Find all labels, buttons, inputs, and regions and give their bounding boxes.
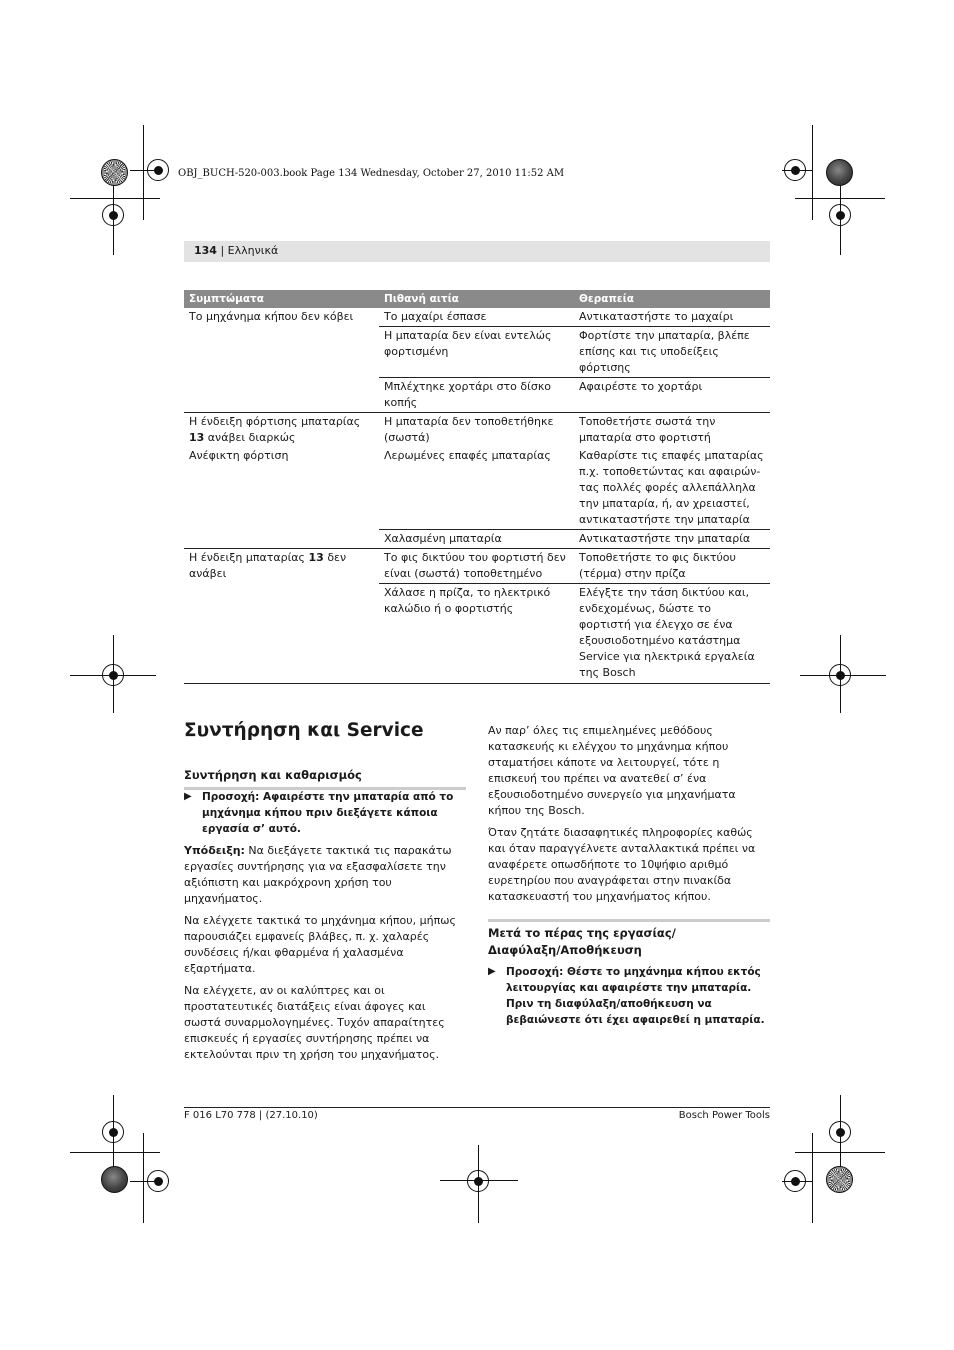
note-paragraph [184, 843, 466, 907]
symptom-cell [184, 413, 379, 448]
note-label: Υπόδειξη: [184, 844, 245, 857]
table-row [184, 413, 770, 448]
cause-cell: Μπλέχτηκε χορτάρι στο δίσκο κοπής [379, 378, 574, 413]
table-row [184, 378, 770, 413]
print-info: OBJ_BUCH-520-003.book Page 134 Wednesday, October 27, 2010 11:52 AM [178, 168, 565, 179]
registration-dot-icon [101, 1166, 128, 1193]
symptom-cell: Ανέφικτη φόρτιση [189, 449, 289, 462]
footer-brand: Bosch Power Tools [678, 1110, 770, 1121]
warning-note [488, 964, 770, 1028]
symptom-cell [184, 327, 379, 378]
table-row [184, 327, 770, 378]
storage-subheading-line: Μετά το πέρας της εργασίας/ [488, 926, 676, 940]
cause-cell: Το φις δικτύου του φορτιστή δεν είναι (σωστά) τοποθετημένο [379, 549, 574, 584]
remedy-cell: Καθαρίστε τις επαφές μπαταρίας π.χ. τοποθετώντας και αφαιρών-τας πολλές φορές αλλεπάλληλα την μπαταρία, ή, αν χρειαστεί, αντικαταστήστε την μπαταρία [579, 449, 764, 526]
arrow-bullet-icon: ▶ [488, 966, 496, 977]
column-header-cause: Πιθανή αιτία [379, 290, 574, 308]
section-title: Συντήρηση και Service [184, 720, 424, 741]
symptom-cell [184, 549, 379, 584]
left-column-text [184, 789, 466, 1069]
symptom-cell [184, 584, 379, 684]
symptom-text: ανάβει διαρκώς [204, 431, 296, 444]
symptom-cell: Το μηχάνημα κήπου δεν κόβει [189, 310, 354, 323]
table-row [184, 584, 770, 684]
right-column-text [488, 723, 770, 911]
paragraph: Να ελέγχετε τακτικά το μηχάνημα κήπου, μήπως παρουσιάζει εμφανείς βλάβες, π. χ. χαλαρές συνδέσεις ή/και φθαρμένα ή χαλασμένα εξαρτήματα. [184, 914, 456, 975]
footer-rule [184, 1107, 770, 1108]
cause-cell: Το μαχαίρι έσπασε [384, 310, 487, 323]
remedy-cell: Φορτίστε την μπαταρία, βλέπε επίσης και τις υποδείξεις φόρτισης [574, 327, 770, 378]
storage-warning-block [488, 964, 770, 1028]
cause-cell: Λερωμένες επαφές μπαταρίας [384, 449, 551, 462]
registration-crosshair-icon [102, 1121, 124, 1143]
troubleshooting-table [184, 290, 770, 684]
table-row [184, 530, 770, 549]
paragraph: Όταν ζητάτε διασαφητικές πληροφορίες καθώς και όταν παραγγέλνετε ανταλλακτικά πρέπει να αναφέρετε οπωσδήποτε το 10ψήφιο αριθμό ευρετηρίου που αναγράφεται στην πινακίδα κατασκευαστή του μηχανήματος κήπου. [488, 826, 756, 903]
remedy-cell: Τοποθετήστε σωστά την μπαταρία στο φορτιστή [574, 413, 770, 448]
warning-text: Προσοχή: Θέστε το μηχάνημα κήπου εκτός λειτουργίας και αφαιρέστε την μπαταρία. Πριν τη διαφύλαξη/αποθήκευση να βεβαιώνεστε ότι έχει αφαιρεθεί η μπαταρία. [506, 966, 765, 1026]
column-header-remedy: Θεραπεία [574, 290, 770, 308]
cause-cell: Χαλασμένη μπαταρία [379, 530, 574, 549]
remedy-cell: Αφαιρέστε το χορτάρι [574, 378, 770, 413]
warning-text: Προσοχή: Αφαιρέστε την μπαταρία από το μηχάνημα κήπου πριν διεξάγετε κάποια εργασία σ’ αυτό. [202, 791, 454, 835]
footer-doc-number: F 016 L70 778 | (27.10.10) [184, 1110, 318, 1121]
indicator-number: 13 [308, 551, 324, 564]
registration-crosshair-icon [784, 1170, 806, 1192]
symptom-text: Η ένδειξη φόρτισης μπαταρίας [189, 415, 361, 428]
cause-cell: Η μπαταρία δεν είναι εντελώς φορτισμένη [379, 327, 574, 378]
registration-sunburst-icon [826, 1166, 853, 1193]
table-row [184, 308, 770, 327]
registration-crosshair-icon [467, 1170, 489, 1192]
table-header-row [184, 290, 770, 308]
symptom-cell [184, 378, 379, 413]
remedy-cell: Ελέγξτε την τάση δικτύου και, ενδεχομένως, δώστε το φορτιστή για έλεγχο σε ένα εξουσιοδοτημένο κατάστημα Service για ηλεκτρικά εργαλεία της Bosch [574, 584, 770, 684]
cause-cell: Η μπαταρία δεν τοποθετήθηκε (σωστά) [379, 413, 574, 448]
remedy-cell: Τοποθετήστε το φις δικτύου (τέρμα) στην πρίζα [574, 549, 770, 584]
paragraph: Αν παρ’ όλες τις επιμελημένες μεθόδους κατασκευής κι ελέγχου το μηχάνημα κήπου σταματήσει κάποτε να λειτουργεί, τότε η επισκευή του πρέπει να ανατεθεί σ’ ένα εξουσιοδοτημένο συνεργείο για μηχανήματα κήπου της Bosch. [488, 724, 736, 817]
registration-sunburst-icon [101, 159, 128, 186]
symptom-text: Η ένδειξη μπαταρίας [189, 551, 309, 564]
registration-crosshair-icon [102, 664, 124, 686]
header-separator: | [216, 244, 228, 257]
registration-crosshair-icon [829, 204, 851, 226]
symptom-text: δεν ανάβει [189, 551, 347, 580]
header-language: Ελληνικά [227, 244, 279, 257]
indicator-number: 13 [189, 431, 205, 444]
registration-crosshair-icon [829, 1121, 851, 1143]
arrow-bullet-icon: ▶ [184, 791, 192, 802]
note-text: Να διεξάγετε τακτικά τις παρακάτω εργασίες συντήρησης για να εξασφαλίσετε την αξιόπιστη και μακρόχρονη χρήση του μηχανήματος. [184, 844, 452, 905]
registration-crosshair-icon [147, 159, 169, 181]
cause-cell: Χάλασε η πρίζα, το ηλεκτρικό καλώδιο ή ο φορτιστής [379, 584, 574, 684]
registration-crosshair-icon [102, 204, 124, 226]
paragraph: Να ελέγχετε, αν οι καλύπτρες και οι προστατευτικές διατάξεις είναι άφογες και σωστά συναρμολογημένες. Τυχόν απαραίτητες επισκευές ή εργασίες συντήρησης πρέπει να εκτελούνται πριν τη χρήση του μηχανήματος. [184, 984, 445, 1061]
storage-subheading-line: Διαφύλαξη/Αποθήκευση [488, 943, 642, 957]
registration-dot-icon [826, 159, 853, 186]
registration-crosshair-icon [147, 1170, 169, 1192]
page-number: 134 [194, 244, 217, 257]
symptom-cell [184, 530, 379, 549]
registration-crosshair-icon [784, 159, 806, 181]
table-row [184, 447, 770, 530]
storage-subheading [488, 919, 770, 959]
remedy-cell: Αντικαταστήστε την μπαταρία [574, 530, 770, 549]
warning-note [184, 789, 466, 837]
maintenance-subheading: Συντήρηση και καθαρισμός [184, 767, 466, 790]
table-row [184, 549, 770, 584]
page-header [184, 241, 770, 262]
column-header-symptoms: Συμπτώματα [184, 290, 379, 308]
registration-crosshair-icon [829, 664, 851, 686]
remedy-cell: Αντικαταστήστε το μαχαίρι [579, 310, 734, 323]
